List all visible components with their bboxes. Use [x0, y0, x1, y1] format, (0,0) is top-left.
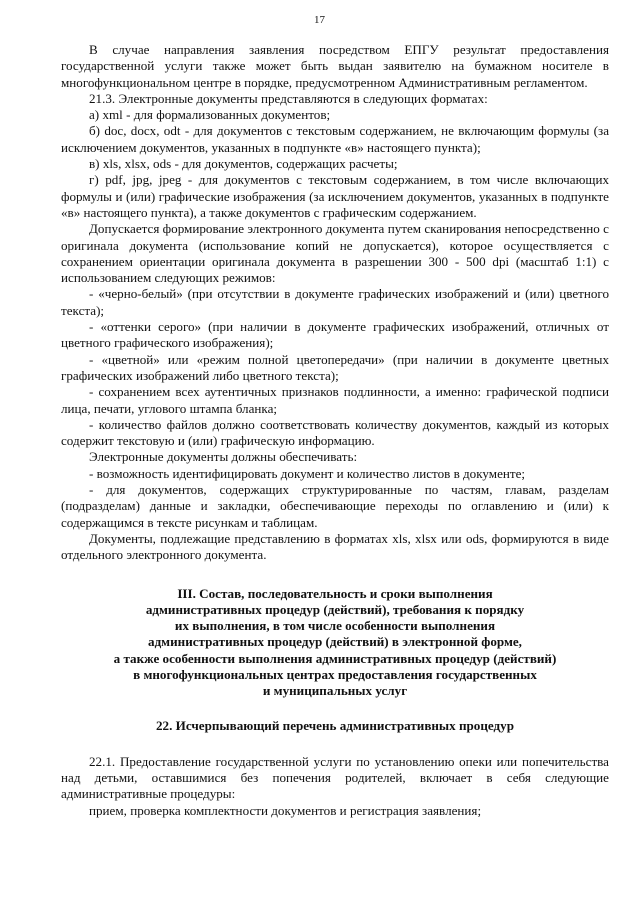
list-item-xml: а) xml - для формализованных документов; [89, 107, 331, 123]
paragraph-formats-intro: 21.3. Электронные документы представляются в следующих форматах: [89, 90, 488, 106]
document-body [61, 42, 609, 819]
paragraph-requirements-intro: Электронные документы должны обеспечивать: [89, 449, 358, 465]
section-heading-line: административных процедур (действий), требования к порядку [145, 601, 525, 617]
list-item-identification: - возможность идентифицировать документ и количество листов в документе; [89, 465, 526, 481]
list-item-xls: в) xls, xlsx, ods - для документов, содержащих расчеты; [89, 156, 398, 172]
subsection-heading-22: 22. Исчерпывающий перечень административных процедур [156, 717, 514, 733]
list-item-structured: - для документов, содержащих структурированные по частям, главам, разделам (подразделам) данные и закладки, обеспечивающие переходы по оглавлению и (или) к содержащимся в тексте рисункам и таблицам. [61, 482, 609, 530]
paragraph-separate-document: Документы, подлежащие представлению в форматах xls, xlsx или ods, формируются в виде отдельного электронного документа. [61, 530, 609, 563]
section-heading-line: а также особенности выполнения административных процедур (действий) [113, 650, 557, 666]
section-heading-line: и муниципальных услуг [262, 683, 408, 699]
paragraph-scanning: Допускается формирование электронного документа путем сканирования непосредственно с оригинала документа (использование копий не допускается), которое осуществляется с сохранением ориентации оригинала документа в разрешении 300 - 500 dpi (масштаб 1:1) с использованием следующих режимов: [61, 221, 609, 286]
section-heading-line: III. Состав, последовательность и сроки выполнения [177, 585, 493, 601]
list-item-doc: б) doc, docx, odt - для документов с текстовым содержанием, не включающим формулы (за исключением документов, указанных в подпункте «в» настоящего пункта); [61, 123, 609, 155]
section-heading-iii [61, 586, 609, 700]
section-heading-line: их выполнения, в том числе особенности выполнения [174, 618, 496, 634]
section-heading-line: административных процедур (действий) в электронной форме, [148, 634, 522, 650]
section-heading-line: в многофункциональных центрах предоставления государственных [133, 666, 537, 682]
list-item-grayscale: - «оттенки серого» (при наличии в документе графических изображений, отличных от цветного графического изображения); [61, 319, 609, 351]
list-item-procedure-reception: прием, проверка комплектности документов и регистрация заявления; [89, 802, 482, 818]
list-item-file-count: - количество файлов должно соответствовать количеству документов, каждый из которых содержит текстовую и (или) графическую информацию. [61, 416, 609, 449]
list-item-pdf: г) pdf, jpg, jpeg - для документов с текстовым содержанием, в том числе включающих формулы и (или) графические изображения (за исключением документов, указанных в подпункте «в» настоящего пункта), а также документов с графическим содержанием. [61, 172, 609, 220]
paragraph-22-1: 22.1. Предоставление государственной услуги по установлению опеки или попечительства над детьми, оставшимися без попечения родителей, включает в себя следующие административные процедуры: [61, 753, 609, 802]
list-item-black-white: - «черно-белый» (при отсутствии в документе графических изображений и (или) цветного текста); [61, 286, 609, 318]
page-number: 17 [314, 14, 325, 26]
list-item-color: - «цветной» или «режим полной цветопередачи» (при наличии в документе цветных графических изображений либо цветного текста); [61, 351, 609, 383]
list-item-authenticity: - сохранением всех аутентичных признаков подлинности, а именно: графической подписи лица, печати, углового штампа бланка; [61, 384, 609, 416]
paragraph-epgu-result: В случае направления заявления посредством ЕПГУ результат предоставления государственной услуги также может быть выдан заявителю на бумажном носителе в многофункциональном центре в порядке, предусмотренном Административным регламентом. [61, 42, 609, 90]
